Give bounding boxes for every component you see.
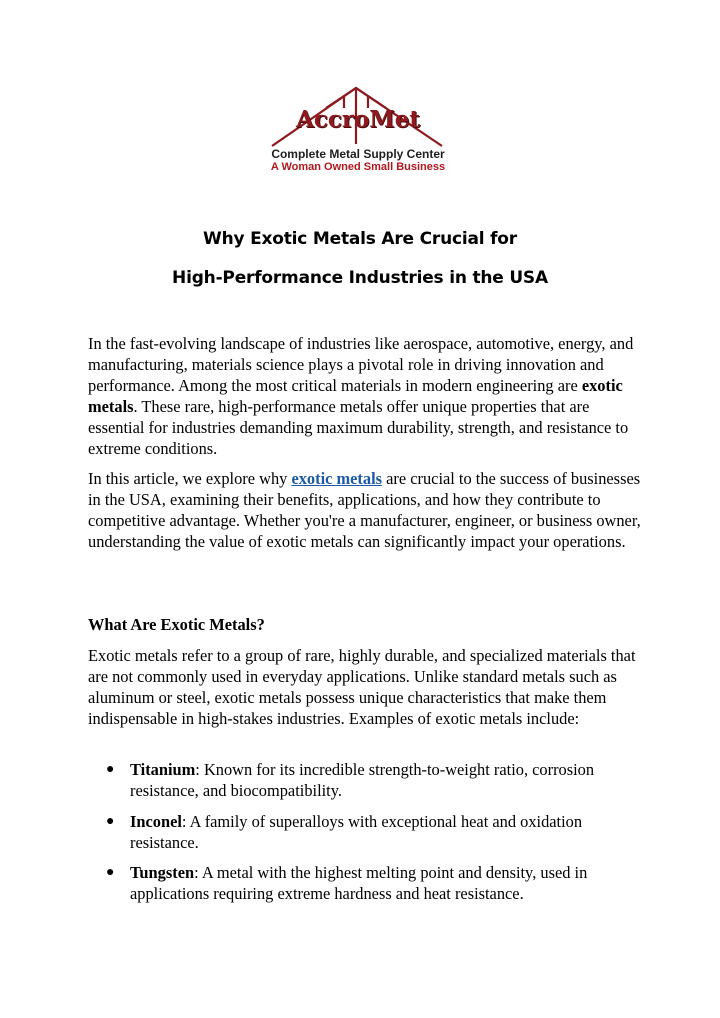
bullet-icon: ● [106,865,115,880]
section-heading: What Are Exotic Metals? [88,615,265,634]
logo-brand-name: AccroMet [295,106,421,133]
list-item-term: Tungsten [130,863,195,882]
company-logo [258,84,458,176]
list-item-text [130,811,648,853]
list-item-text [130,759,648,801]
list-item-desc: : Known for its incredible strength-to-weight ratio, corrosion resistance, and biocompatibility. [130,760,595,800]
intro-text-after: . These rare, high-performance metals offer unique properties that are essential for industries demanding maximum durability, strength, and resistance to extreme conditions. [88,397,629,458]
article-intro-text-before: In this article, we explore why [88,469,292,488]
intro-text-before: In the fast-evolving landscape of industries like aerospace, automotive, energy, and manufacturing, materials science plays a pivotal role in driving innovation and performance. Among the most critical materials in modern engineering are [88,334,634,395]
bullet-icon: ● [106,814,115,829]
intro-bold-term: exotic metals [88,376,623,416]
section-paragraph: Exotic metals refer to a group of rare, highly durable, and specialized materials that are not commonly used in everyday applications. Unlike standard metals such as aluminum or steel, exotic metals possess unique characteristics that make them indispensable in high-stakes industries. Examples of exotic metals include: [88,646,636,728]
list-item-term: Inconel [130,812,182,831]
article-intro-text-after: are crucial to the success of businesses in the USA, examining their benefits, applications, and how they contribute to competitive advantage. Whether you're a manufacturer, engineer, or business owner, understanding the value of exotic metals can significantly impact your operations. [88,469,641,551]
intro-paragraph [88,333,648,459]
list-item-text [130,862,648,904]
list-item-term: Titanium [130,760,196,779]
list-item-desc: : A family of superalloys with exceptional heat and oxidation resistance. [130,812,583,852]
exotic-metals-link[interactable]: exotic metals [291,469,383,488]
bullet-icon: ● [106,762,115,777]
logo-tagline: Complete Metal Supply Center [271,147,445,161]
document-title-line-2: High-Performance Industries in the USA [172,268,548,288]
logo-subtitle: A Woman Owned Small Business [270,161,446,173]
list-item-desc: : A metal with the highest melting point and density, used in applications requiring extreme hardness and heat resistance. [130,863,588,903]
document-title-line-1: Why Exotic Metals Are Crucial for [203,229,517,249]
article-intro-paragraph [88,468,648,552]
